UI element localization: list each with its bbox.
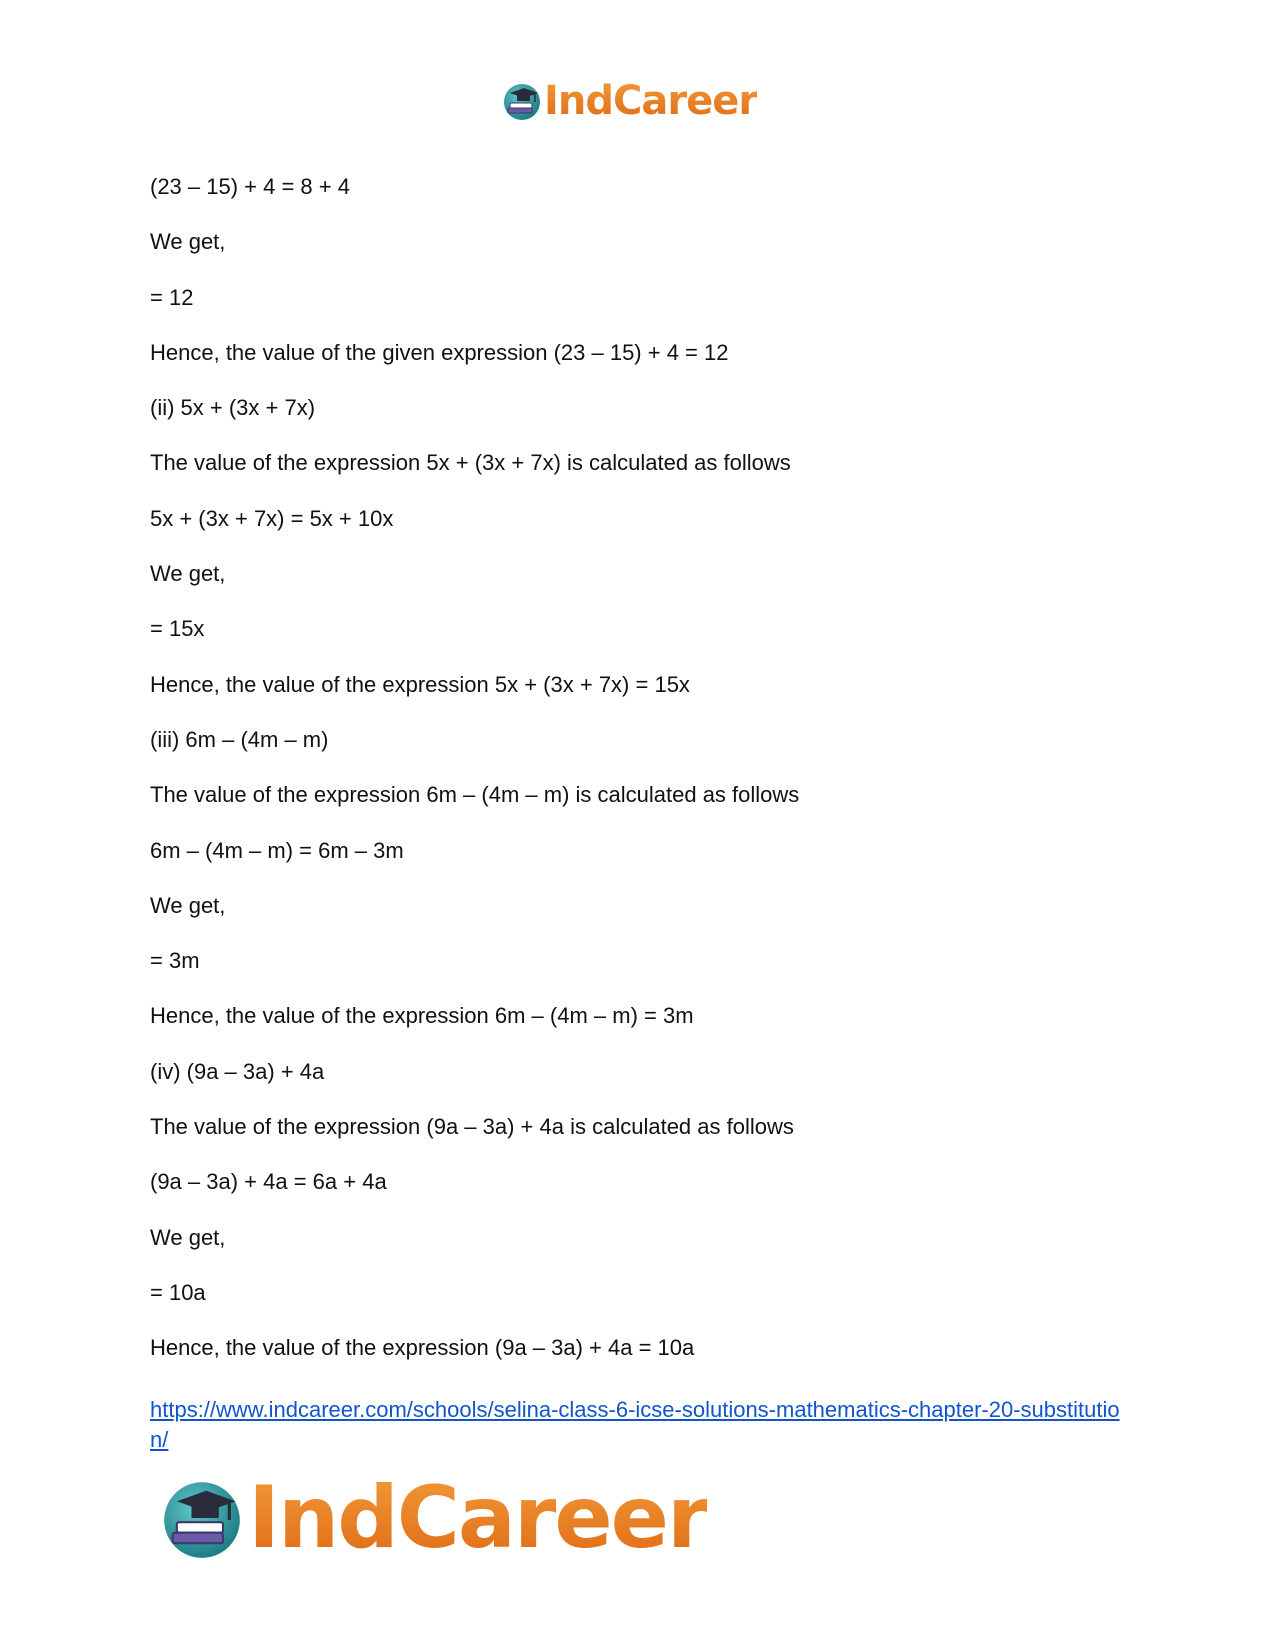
text-line: (23 – 15) + 4 = 8 + 4 — [150, 174, 350, 199]
text-line: = 10a — [150, 1279, 206, 1305]
logo-text: IndCareer — [248, 1468, 708, 1568]
text-line: The value of the expression (9a – 3a) + 4a is calculated as follows — [150, 1114, 794, 1140]
text-line: = 3m — [150, 948, 200, 974]
text-line: Hence, the value of the expression (9a – 3a) + 4a = 10a — [150, 1335, 695, 1361]
text-line: We get, — [150, 1224, 226, 1250]
text-line: = 12 — [150, 284, 194, 310]
text-line: We get, — [150, 229, 226, 255]
text-line: = 15x — [150, 616, 205, 642]
text-line: The value of the expression 6m – (4m – m) is calculated as follows — [150, 782, 800, 808]
graduation-cap-books-globe-icon — [160, 1476, 244, 1560]
text-line: (ii) 5x + (3x + 7x) — [150, 395, 316, 421]
text-line: We get, — [150, 561, 226, 587]
graduation-cap-books-globe-icon — [502, 81, 542, 121]
text-line: The value of the expression 5x + (3x + 7x) is calculated as follows — [150, 450, 791, 476]
text-line: (iii) 6m – (4m – m) — [150, 726, 329, 752]
text-line: Hence, the value of the expression 5x + (3x + 7x) = 15x — [150, 671, 690, 697]
text-line: 6m – (4m – m) = 6m – 3m — [150, 837, 404, 863]
source-link[interactable]: https://www.indcareer.com/schools/selina-class-6-icse-solutions-mathematics-chapter-20-substitution/ — [150, 1397, 1120, 1452]
text-line: Hence, the value of the expression 6m – (4m – m) = 3m — [150, 1003, 694, 1029]
text-line: 5x + (3x + 7x) = 5x + 10x — [150, 505, 394, 531]
logo-text: IndCareer — [544, 78, 758, 124]
text-line: (9a – 3a) + 4a = 6a + 4a — [150, 1169, 387, 1195]
footer-logo — [160, 1468, 707, 1568]
text-line: We get, — [150, 892, 226, 918]
text-line: (iv) (9a – 3a) + 4a — [150, 1058, 325, 1084]
solution-text — [150, 174, 1130, 1391]
header-logo — [502, 78, 757, 124]
text-line: Hence, the value of the given expression (23 – 15) + 4 = 12 — [150, 339, 729, 365]
